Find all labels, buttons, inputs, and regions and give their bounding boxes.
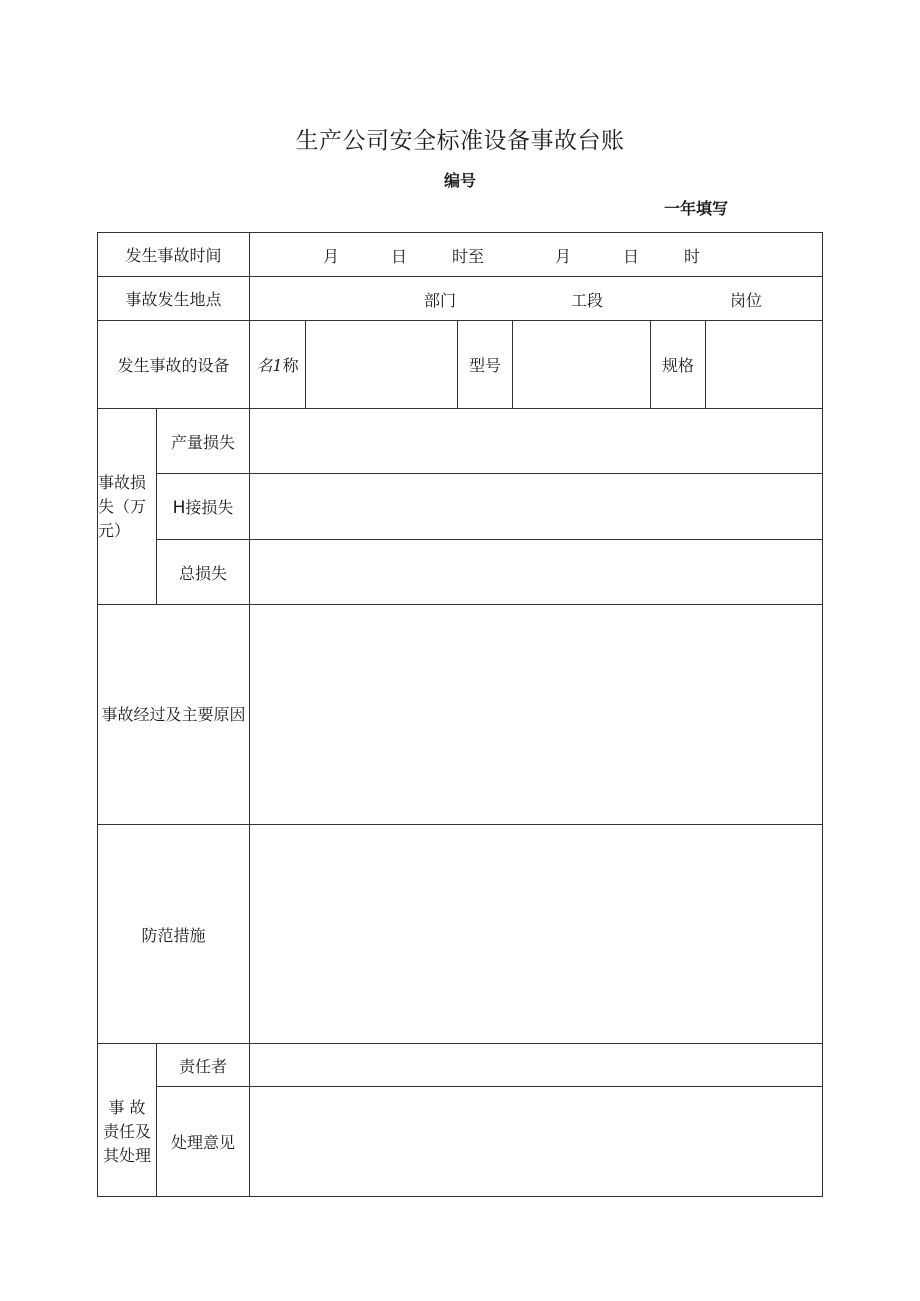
fill-year-label: 一年填写: [664, 199, 729, 218]
direct-loss-suffix: 接损失: [185, 498, 234, 517]
responsibility-label-line-1: 事 故: [108, 1098, 146, 1117]
location-department: 部门: [424, 291, 457, 310]
time-day-2: 日: [623, 247, 640, 266]
row-production-loss: [98, 409, 823, 474]
equipment-label: 发生事故的设备: [98, 321, 250, 409]
equipment-spec-label: 规格: [651, 321, 706, 409]
direct-loss-label: [157, 474, 250, 540]
accident-time-label: 发生事故时间: [98, 233, 250, 277]
location-post: 岗位: [730, 291, 763, 310]
accident-ledger-table: [97, 232, 823, 1197]
row-handling-opinion: [98, 1087, 823, 1197]
accident-process-field[interactable]: [250, 605, 823, 825]
row-accident-time: [98, 233, 823, 277]
row-accident-location: [98, 277, 823, 321]
equipment-model-label: 型号: [458, 321, 513, 409]
responsibility-label-line-2: 责任及: [102, 1122, 151, 1141]
equipment-name-prefix: 名1: [256, 356, 283, 375]
handling-opinion-field[interactable]: [250, 1087, 823, 1197]
production-loss-field[interactable]: [250, 409, 823, 474]
time-month-2: 月: [555, 247, 572, 266]
form-title: 生产公司安全标准设备事故台账: [295, 128, 625, 154]
total-loss-label: 总损失: [157, 540, 250, 605]
equipment-spec-field[interactable]: [706, 321, 823, 409]
accident-process-label: 事故经过及主要原因: [98, 605, 250, 825]
time-month-1: 月: [323, 247, 340, 266]
responsibility-label-line-3: 其处理: [102, 1146, 151, 1165]
equipment-name-field[interactable]: [306, 321, 458, 409]
row-accident-process: [98, 605, 823, 825]
row-total-loss: [98, 540, 823, 605]
accident-time-field[interactable]: [250, 233, 823, 277]
row-direct-loss: [98, 474, 823, 540]
responsible-person-label: 责任者: [157, 1044, 250, 1087]
accident-location-field[interactable]: [250, 277, 823, 321]
total-loss-field[interactable]: [250, 540, 823, 605]
loss-group-label: 事故损失（万元）: [98, 409, 157, 605]
equipment-name-suffix: 称: [282, 356, 299, 375]
equipment-name-label: [250, 321, 306, 409]
direct-loss-prefix: H: [172, 498, 186, 518]
accident-location-label: 事故发生地点: [98, 277, 250, 321]
responsible-person-field[interactable]: [250, 1044, 823, 1087]
row-equipment: [98, 321, 823, 409]
direct-loss-field[interactable]: [250, 474, 823, 540]
handling-opinion-label: 处理意见: [157, 1087, 250, 1197]
time-day-1: 日: [391, 247, 408, 266]
form-number-label: 编号: [443, 171, 476, 190]
row-responsible-person: [98, 1044, 823, 1087]
time-hour-to: 时至: [452, 247, 485, 266]
time-hour-2: 时: [684, 247, 701, 266]
row-prevention: [98, 825, 823, 1044]
production-loss-label: 产量损失: [157, 409, 250, 474]
location-section: 工段: [571, 291, 604, 310]
responsibility-group-label: [98, 1044, 157, 1197]
prevention-label: 防范措施: [98, 825, 250, 1044]
equipment-model-field[interactable]: [513, 321, 651, 409]
prevention-field[interactable]: [250, 825, 823, 1044]
